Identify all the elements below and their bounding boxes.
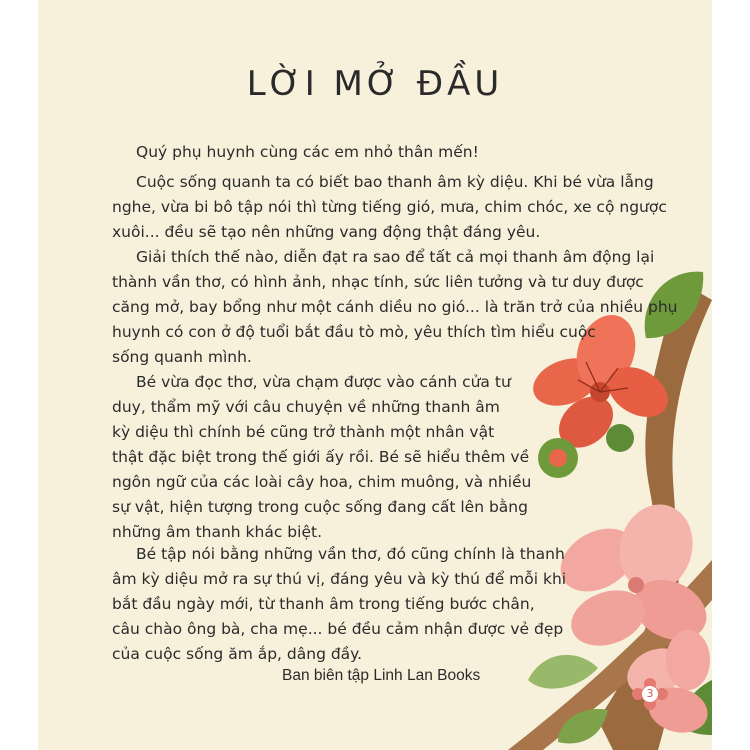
paragraph-line: của cuộc sống ăm ắp, dâng đầy.: [112, 645, 363, 663]
paragraph-3: [112, 370, 531, 545]
paragraph-line: Bé tập nói bằng những vần thơ, đó cũng chính là thanh: [136, 545, 565, 563]
paragraph-4: [112, 542, 566, 667]
greeting: [112, 140, 479, 165]
paragraph-line: duy, thẩm mỹ với câu chuyện về những thanh âm: [112, 398, 500, 416]
paragraph-line: căng mở, bay bổng như một cánh diều no gió... là trăn trở của nhiều phụ: [112, 298, 678, 316]
book-page: [38, 0, 712, 750]
paragraph-line: sống quanh mình.: [112, 348, 252, 366]
paragraph-line: câu chào ông bà, cha mẹ... bé đều cảm nhận được vẻ đẹp: [112, 620, 564, 638]
page-number: 3: [646, 687, 654, 700]
paragraph-line: nghe, vừa bi bô tập nói thì từng tiếng gió, mưa, chim chóc, xe cộ ngược: [112, 198, 667, 216]
greeting-line: Quý phụ huynh cùng các em nhỏ thân mến!: [136, 143, 479, 161]
signature: Ban biên tập Linh Lan Books: [282, 667, 481, 684]
paragraph-line: xuôi... đều sẽ tạo nên những vang động thật đáng yêu.: [112, 223, 541, 241]
paragraph-line: âm kỳ diệu mở ra sự thú vị, đáng yêu và kỳ thú để mỗi khi: [112, 570, 567, 588]
paragraph-line: bắt đầu ngày mới, từ thanh âm trong tiếng bước chân,: [112, 595, 535, 613]
paragraph-1: [112, 170, 667, 245]
paragraph-line: ngôn ngữ của các loài cây hoa, chim muông, và nhiều: [112, 473, 532, 491]
paragraph-line: Cuộc sống quanh ta có biết bao thanh âm kỳ diệu. Khi bé vừa lẫng: [136, 173, 654, 191]
paragraph-line: Bé vừa đọc thơ, vừa chạm được vào cánh cửa tư: [136, 373, 511, 391]
page-title: LỜI MỞ ĐẦU: [246, 64, 504, 104]
paragraph-line: kỳ diệu thì chính bé cũng trở thành một nhân vật: [112, 423, 495, 441]
paragraph-line: Giải thích thế nào, diễn đạt ra sao để tất cả mọi thanh âm động lại: [136, 248, 655, 266]
paragraph-line: thật đặc biệt trong thế giới ấy rồi. Bé sẽ hiểu thêm về: [112, 448, 530, 466]
paragraph-2: [112, 245, 678, 370]
paragraph-line: sự vật, hiện tượng trong cuộc sống đang cất lên bằng: [112, 498, 528, 516]
paragraph-line: những âm thanh khác biệt.: [112, 523, 322, 541]
paragraph-line: thành vần thơ, có hình ảnh, nhạc tính, sức liên tưởng và tư duy được: [112, 273, 644, 291]
paragraph-line: huynh có con ở độ tuổi bắt đầu tò mò, yêu thích tìm hiểu cuộc: [112, 323, 596, 341]
